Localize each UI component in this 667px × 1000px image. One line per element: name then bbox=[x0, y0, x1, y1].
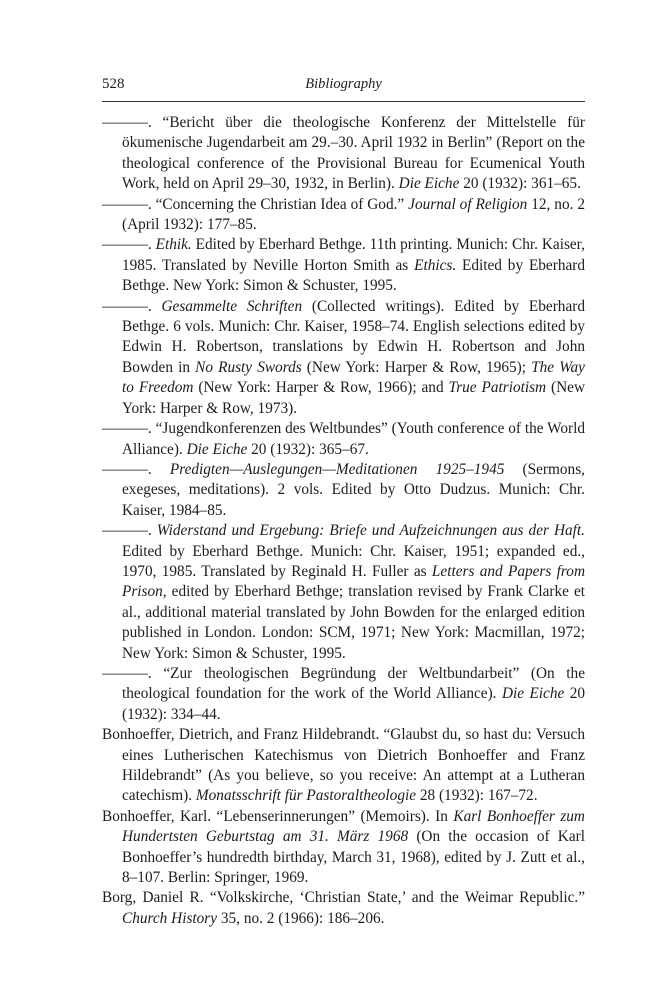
italic-title: Predigten—Auslegungen—Meditationen 1925–1945 bbox=[169, 460, 505, 478]
italic-title: Widerstand und Ergebung: Briefe und Aufzeichnungen aus der Haft. bbox=[156, 522, 585, 540]
italic-title: Die Eiche bbox=[398, 175, 460, 193]
italic-title: Karl Bonhoeffer zum Hundertsten Geburtstag am 31. März 1968 bbox=[122, 807, 585, 846]
italic-title: True Patriotism bbox=[448, 379, 547, 397]
italic-title: Gesammelte Schriften bbox=[161, 297, 303, 315]
bibliography-entries bbox=[102, 113, 585, 929]
bibliography-entry: ———. “Jugendkonferenzen des Weltbundes” (Youth conference of the World Alliance). Die Eiche 20 (1932): 365–67. bbox=[102, 420, 585, 458]
bibliography-entry: ———. Gesammelte Schriften (Collected writings). Edited by Eberhard Bethge. 6 vols. Munich: Chr. Kaiser, 1958–74. English selections edited by Edwin H. Robertson, translations by Edwin H. Robertson and John Bowden in No Rusty Swords (New York: Harper & Row, 1965); The Way to Freedom (New York: Harper & Row, 1966); and True Patriotism (New York: Harper & Row, 1973). bbox=[102, 297, 586, 417]
italic-title: No Rusty Swords bbox=[195, 358, 302, 376]
page-number: 528 bbox=[102, 76, 125, 92]
bibliography-entry: ———. “Concerning the Christian Idea of God.” Journal of Religion 12, no. 2 (April 1932): 177–85. bbox=[102, 195, 585, 234]
page-header bbox=[102, 76, 585, 96]
bibliography-entry: ———. Ethik. Edited by Eberhard Bethge. 11th printing. Munich: Chr. Kaiser, 1985. Translated by Neville Horton Smith as Ethics. Edited by Eberhard Bethge. New York: Simon & Schuster, 1995. bbox=[102, 236, 585, 295]
italic-title: The Way to Freedom bbox=[122, 358, 585, 397]
bibliography-entry: Bonhoeffer, Dietrich, and Franz Hildebrandt. “Glaubst du, so hast du: Versuch eines Lutherischen Katechismus von Dietrich Bonhoeffer and Franz Hildebrandt” (As you believe, so you receive: An attempt at a Lutheran catechism). Monatsschrift für Pastoraltheologie 28 (1932): 167–72. bbox=[102, 726, 585, 805]
bibliography-entry: ———. “Bericht über die theologische Konferenz der Mittelstelle für ökumenische Jugendarbeit am 29.–30. April 1932 in Berlin” (Report on the theological conference of the Provisional Bureau for Ecumenical Youth Work, held on April 29–30, 1932, in Berlin). Die Eiche 20 (1932): 361–65. bbox=[102, 114, 585, 193]
bibliography-entry: Bonhoeffer, Karl. “Lebenserinnerungen” (Memoirs). In Karl Bonhoeffer zum Hundertsten Geburtstag am 31. März 1968 (On the occasion of Karl Bonhoeffer’s hundredth birthday, March 31, 1968), edited by J. Zutt et al., 8–107. Berlin: Springer, 1969. bbox=[102, 807, 585, 887]
bibliography-entry: Borg, Daniel R. “Volkskirche, ‘Christian State,’ and the Weimar Republic.” Church History 35, no. 2 (1966): 186–206. bbox=[102, 889, 585, 927]
bibliography-entry: ———. “Zur theologischen Begründung der Weltbundarbeit” (On the theological foundation for the work of the World Alliance). Die Eiche 20 (1932): 334–44. bbox=[102, 664, 586, 723]
italic-title: Die Eiche bbox=[501, 685, 565, 703]
bibliography-entry: ———. Predigten—Auslegungen—Meditationen 1925–1945 (Sermons, exegeses, meditations). 2 vols. Edited by Otto Dudzus. Munich: Chr. Kaiser, 1984–85. bbox=[102, 460, 585, 519]
italic-title: Ethics. bbox=[414, 256, 457, 274]
italic-title: Die Eiche bbox=[186, 440, 248, 458]
italic-title: Journal of Religion bbox=[408, 195, 528, 213]
italic-title: Monatsschrift für Pastoraltheologie bbox=[195, 787, 417, 805]
italic-title: Letters and Papers from Prison, bbox=[122, 562, 586, 601]
header-rule bbox=[102, 101, 585, 102]
italic-title: Church History bbox=[122, 909, 218, 927]
italic-title: Ethik. bbox=[155, 236, 192, 254]
running-head: Bibliography bbox=[305, 76, 382, 92]
bibliography-entry: ———. Widerstand und Ergebung: Briefe und Aufzeichnungen aus der Haft. Edited by Eberhard Bethge. Munich: Chr. Kaiser, 1951; expanded ed., 1970, 1985. Translated by Reginald H. Fuller as Letters and Papers from Prison, edited by Eberhard Bethge; translation revised by Frank Clarke et al., additional material translated by John Bowden for the enlarged edition published in London. London: SCM, 1971; New York: Macmillan, 1972; New York: Simon & Schuster, 1995. bbox=[102, 522, 586, 662]
